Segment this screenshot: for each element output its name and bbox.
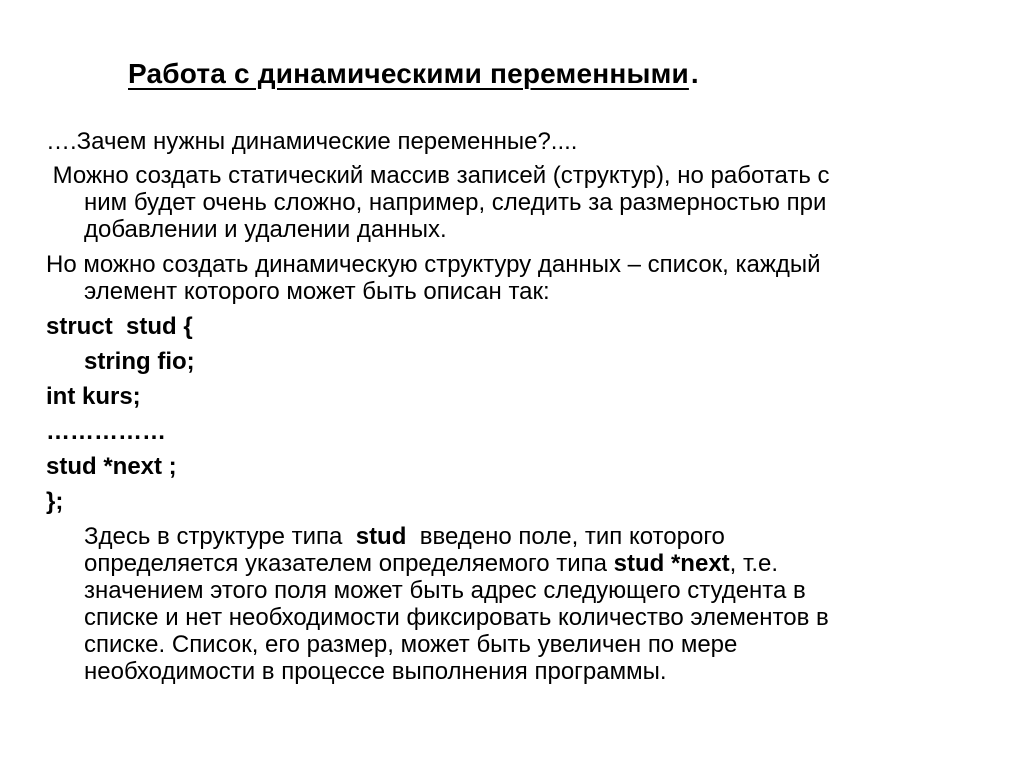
paragraph-line: [46, 523, 986, 550]
inline-code: stud: [355, 523, 407, 550]
slide-body: [46, 128, 986, 685]
paragraph-line: [46, 550, 986, 577]
paragraph-text: введено поле, тип которого: [406, 523, 725, 550]
paragraph-line: добавлении и удалении данных.: [84, 216, 447, 243]
paragraph-line: Но можно создать динамическую структуру данных – список, каждый: [46, 251, 821, 278]
paragraph-line: необходимости в процессе выполнения программы.: [84, 658, 667, 685]
code-line: ……………: [46, 418, 166, 445]
code-block: [46, 313, 986, 515]
slide-title-dot: .: [690, 58, 699, 89]
question-line: ….Зачем нужны динамические переменные?....: [46, 128, 578, 155]
code-line: };: [46, 488, 64, 515]
slide-title: [128, 58, 699, 90]
paragraph-explanation: [46, 523, 986, 685]
paragraph-text: Здесь в структуре типа: [84, 523, 356, 550]
paragraph-text: определяется указателем определяемого типа: [84, 550, 614, 577]
paragraph-line: списке и нет необходимости фиксировать количество элементов в: [84, 604, 829, 631]
code-line: int kurs;: [46, 383, 141, 410]
paragraph-static-array: [46, 162, 986, 243]
code-line: string fio;: [84, 348, 195, 375]
slide-title-text: Работа с динамическими переменными: [128, 58, 689, 89]
code-line: struct stud {: [46, 313, 193, 340]
paragraph-dynamic-list: [46, 251, 986, 305]
paragraph-line: Можно создать статический массив записей (структур), но работать с: [46, 162, 830, 189]
inline-code: stud *next: [613, 550, 730, 577]
paragraph-line: элемент которого может быть описан так:: [84, 278, 550, 305]
paragraph-line: списке. Список, его размер, может быть увеличен по мере: [84, 631, 738, 658]
paragraph-text: , т.е.: [729, 550, 779, 577]
code-line: stud *next ;: [46, 453, 177, 480]
paragraph-line: значением этого поля может быть адрес следующего студента в: [84, 577, 806, 604]
paragraph-line: ним будет очень сложно, например, следить за размерностью при: [84, 189, 827, 216]
